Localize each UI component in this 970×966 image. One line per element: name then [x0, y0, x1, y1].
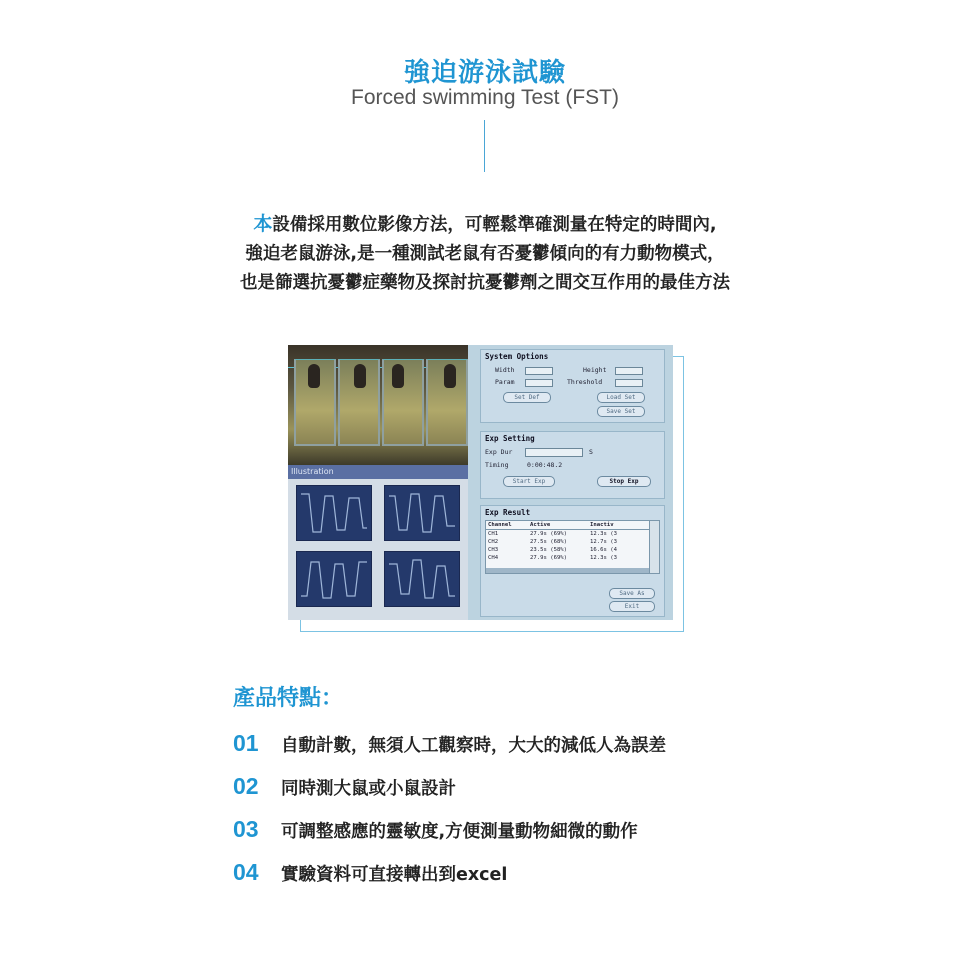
- feature-text: 實驗資料可直接轉出到excel: [281, 865, 508, 885]
- table-cell: CH4: [488, 555, 499, 561]
- system-options-panel: [480, 349, 665, 423]
- channel-plot: [384, 551, 460, 607]
- column-header: Active: [530, 522, 551, 528]
- intro-lead-char: 本: [253, 213, 273, 235]
- feature-text: 可調整感應的靈敏度,方便測量動物細微的動作: [281, 822, 638, 842]
- swim-tank: [426, 359, 468, 446]
- table-cell: CH3: [488, 547, 499, 553]
- title-divider: [484, 120, 485, 172]
- table-cell: 12.3s (3: [590, 555, 617, 561]
- exp-result-panel: [480, 505, 665, 617]
- page-title-zh: 強迫游泳試驗: [403, 58, 566, 88]
- table-row[interactable]: [486, 530, 659, 538]
- load-set-button[interactable]: Load Set: [597, 392, 645, 403]
- height-slider[interactable]: [615, 367, 643, 375]
- threshold-slider[interactable]: [615, 379, 643, 387]
- table-cell: 27.9s (69%): [530, 531, 568, 537]
- feature-text: 同時測大鼠或小鼠設計: [281, 779, 456, 799]
- feature-number: 04: [233, 859, 259, 885]
- vertical-scrollbar[interactable]: [649, 521, 659, 573]
- features-title: 產品特點：: [233, 686, 344, 711]
- exp-result-title: Exp Result: [485, 508, 531, 517]
- table-cell: 23.5s (58%): [530, 547, 568, 553]
- width-slider[interactable]: [525, 367, 553, 375]
- horizontal-scrollbar[interactable]: [486, 568, 649, 573]
- mouse-silhouette: [308, 364, 320, 388]
- feature-item: [233, 730, 666, 757]
- table-header: [486, 521, 659, 530]
- mouse-silhouette: [444, 364, 456, 388]
- intro-line-1-text: 設備採用數位影像方法，可輕鬆準確測量在特定的時間內,: [272, 215, 717, 235]
- video-feed: [288, 345, 468, 465]
- param-slider[interactable]: [525, 379, 553, 387]
- channel-plot: [296, 485, 372, 541]
- exp-dur-label: Exp Dur: [485, 448, 513, 456]
- intro-line-1: [0, 210, 970, 240]
- width-label: Width: [495, 366, 515, 374]
- exp-dur-unit: S: [589, 448, 593, 456]
- start-exp-button[interactable]: Start Exp: [503, 476, 555, 487]
- exp-setting-title: Exp Setting: [485, 434, 535, 443]
- illustration-label: Illustration: [288, 465, 468, 479]
- system-options-title: System Options: [485, 352, 549, 361]
- result-table: [485, 520, 660, 574]
- height-label: Height: [583, 366, 607, 374]
- feature-number: 02: [233, 773, 259, 799]
- page-title-en: Forced swimming Test (FST): [351, 86, 619, 109]
- feature-number: 01: [233, 730, 259, 756]
- table-cell: CH1: [488, 531, 499, 537]
- table-row[interactable]: [486, 554, 659, 562]
- channel-plot: [296, 551, 372, 607]
- intro-line-3: 也是篩選抗憂鬱症藥物及探討抗憂鬱劑之間交互作用的最佳方法: [240, 273, 730, 293]
- feature-item: [233, 816, 638, 843]
- feature-text: 自動計數，無須人工觀察時，大大的減低人為誤差: [281, 736, 666, 756]
- feature-item: [233, 859, 507, 886]
- table-cell: 27.9s (69%): [530, 555, 568, 561]
- param-label: Param: [495, 378, 515, 386]
- table-cell: 12.7s (3: [590, 539, 617, 545]
- mouse-silhouette: [392, 364, 404, 388]
- swim-tank: [294, 359, 336, 446]
- column-header: Channel: [488, 522, 512, 528]
- feature-item: [233, 773, 456, 800]
- timing-value: 0:00:48.2: [527, 461, 563, 469]
- table-cell: 27.5s (68%): [530, 539, 568, 545]
- save-as-button[interactable]: Save As: [609, 588, 655, 599]
- swim-tank: [338, 359, 380, 446]
- intro-line-2: 強迫老鼠游泳,是一種測試老鼠有否憂鬱傾向的有力動物模式，: [245, 244, 725, 264]
- swim-tank: [382, 359, 424, 446]
- timing-label: Timing: [485, 461, 509, 469]
- exit-button[interactable]: Exit: [609, 601, 655, 612]
- mouse-silhouette: [354, 364, 366, 388]
- save-set-button[interactable]: Save Set: [597, 406, 645, 417]
- illustration-panel: [288, 465, 468, 620]
- feature-number: 03: [233, 816, 259, 842]
- table-cell: 16.6s (4: [590, 547, 617, 553]
- exp-dur-input[interactable]: [525, 448, 583, 457]
- table-cell: CH2: [488, 539, 499, 545]
- stop-exp-button[interactable]: Stop Exp: [597, 476, 651, 487]
- table-row[interactable]: [486, 546, 659, 554]
- table-row[interactable]: [486, 538, 659, 546]
- column-header: Inactiv: [590, 522, 614, 528]
- software-screenshot: [288, 345, 673, 620]
- exp-setting-panel: [480, 431, 665, 499]
- threshold-label: Threshold: [567, 378, 603, 386]
- table-cell: 12.3s (3: [590, 531, 617, 537]
- set-def-button[interactable]: Set Def: [503, 392, 551, 403]
- channel-plot: [384, 485, 460, 541]
- intro-paragraph: [0, 210, 970, 298]
